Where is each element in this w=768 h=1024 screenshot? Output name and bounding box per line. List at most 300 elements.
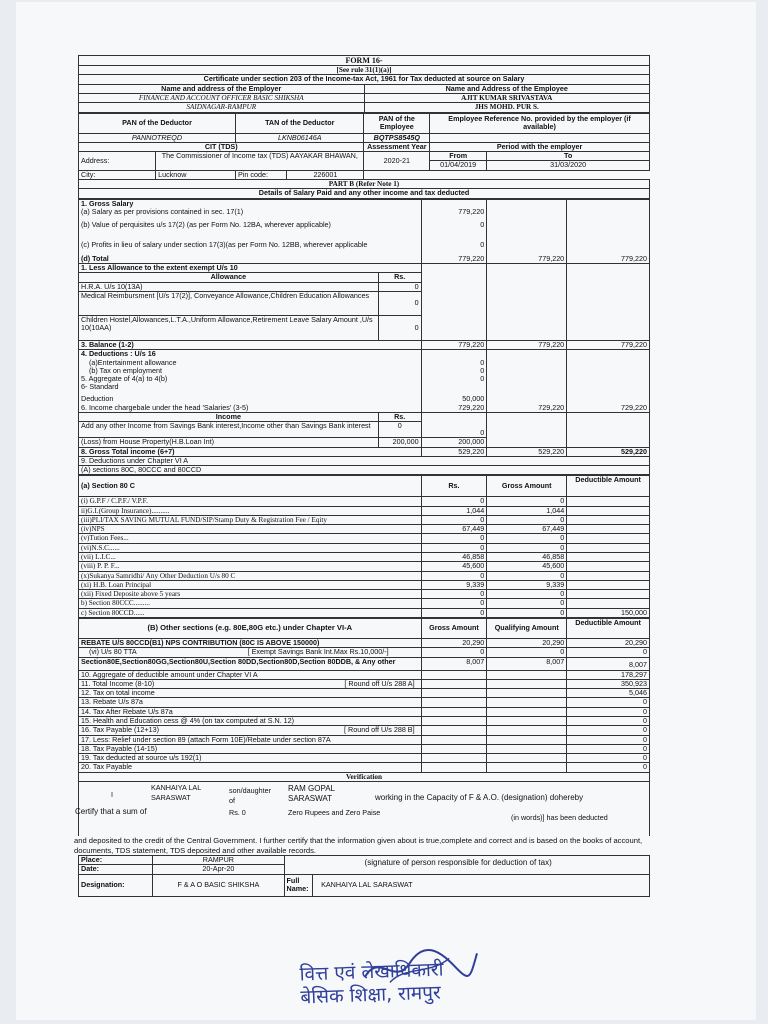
- salary-total-label: (d) Total: [79, 255, 422, 264]
- employee-ref-value: [430, 133, 650, 142]
- salary-table: [78, 199, 650, 476]
- other-gross-header: Gross Amount: [421, 619, 487, 639]
- blank-cell: [487, 241, 567, 255]
- verification-title: Verification: [79, 772, 650, 781]
- tax-row-value: 350,923: [567, 679, 650, 688]
- full-name-label: Full Name:: [284, 874, 313, 896]
- hra-value: 0: [378, 282, 421, 291]
- address-label: Address:: [79, 152, 156, 171]
- aggregate-4-value: 0: [421, 375, 487, 383]
- ay-label: Assessment Year: [364, 142, 430, 151]
- employer-address: SAIDNAGAR-RAMPUR: [79, 103, 365, 112]
- sec80c-rs: 1,044: [421, 506, 487, 515]
- sec80c-label: (xi) H.B. Loan Principal: [79, 580, 422, 589]
- tax-row-value: 178,297: [567, 670, 650, 679]
- blank-cell: [487, 359, 567, 367]
- ay-value: 2020-21: [364, 152, 430, 171]
- tax-row-label: 13. Rebate U/s 87a: [81, 697, 143, 707]
- sec80c-row: [79, 590, 650, 599]
- tax-row-label-cell: [79, 754, 422, 763]
- blank-cell: [487, 221, 567, 241]
- tax-row-label-cell: [79, 698, 422, 707]
- to-date: 31/03/2020: [487, 161, 650, 170]
- blank-cell: [567, 412, 650, 447]
- blank-cell: [487, 670, 567, 679]
- cit-label: CIT (TDS): [79, 142, 364, 151]
- tax-employment-label: (b) Tax on employment: [79, 367, 422, 375]
- signature-scribble-icon: [359, 943, 480, 991]
- sec80c-rs: 0: [421, 515, 487, 524]
- standard-deduction-value: 50,000: [421, 395, 487, 403]
- partb-subtitle: Details of Salary Paid and any other income and tax deducted: [79, 189, 650, 198]
- pan-deductor-value: PANNOTREQD: [79, 133, 236, 142]
- sec80c-rows: [79, 497, 650, 618]
- employee-name: AJIT KUMAR SRIVASTAVA: [364, 94, 650, 103]
- aggregate-4-label: 5. Aggregate of 4(a) to 4(b): [79, 375, 422, 383]
- sec80c-row: [79, 534, 650, 543]
- blank-cell: [567, 395, 650, 403]
- sec80c-gross: 45,600: [487, 562, 567, 571]
- blank-cell: [430, 170, 650, 179]
- form16-document: [74, 55, 650, 897]
- designation-label: Designation:: [79, 874, 153, 896]
- tax-row-value: 0: [567, 698, 650, 707]
- tax-row-label: 18. Tax Payable (14-15): [81, 744, 158, 753]
- deductions-16-label: 4. Deductions : U/s 16: [79, 350, 422, 359]
- sec80c-row: [79, 515, 650, 524]
- other-sections-table: [78, 618, 650, 782]
- certify-amount: Rs. 0: [229, 807, 246, 817]
- employer-name: FINANCE AND ACCOUNT OFFICER BASIC SHIKSHA: [79, 94, 365, 103]
- chapter-via-label: 9. Deductions under Chapter VI A: [79, 456, 650, 465]
- father-name-1: RAM GOPAL: [288, 783, 335, 793]
- sec80c-ded: 150,000: [567, 608, 650, 617]
- chargeable-1: 729,220: [421, 404, 487, 413]
- city-label: City:: [79, 170, 156, 179]
- official-stamp: [299, 957, 500, 1010]
- verification-block: [75, 782, 650, 836]
- sec80c-gross: 0: [487, 599, 567, 608]
- blank-cell: [421, 689, 487, 698]
- gross-total-3: 529,220: [567, 447, 650, 456]
- tax-row: [79, 707, 650, 716]
- balance-2: 779,220: [487, 340, 567, 349]
- children-value: 0: [378, 315, 421, 340]
- sec80c-row: [79, 506, 650, 515]
- in-words-label: (in words)] has been deducted: [511, 812, 608, 822]
- entertainment-label: (a)Entertainment allowance: [79, 359, 422, 367]
- sec80c-gross: 0: [487, 515, 567, 524]
- blank-cell: [421, 383, 487, 395]
- chargeable-3: 729,220: [567, 404, 650, 413]
- blank-cell: [487, 412, 567, 447]
- sec80c-ded: [567, 599, 650, 608]
- blank-cell: [487, 199, 567, 208]
- blank-cell: [487, 350, 567, 359]
- sec80c-row: [79, 608, 650, 617]
- gross-total-1: 529,220: [421, 447, 487, 456]
- sec80c-row: [79, 543, 650, 552]
- income-header: Income: [79, 412, 379, 421]
- tax-row: [79, 689, 650, 698]
- sec80c-ded: [567, 562, 650, 571]
- medical-value: 0: [378, 291, 421, 315]
- to-label: To: [487, 152, 650, 161]
- blank-cell: [567, 383, 650, 395]
- tax-row-value: 0: [567, 744, 650, 753]
- cit-address: The Commissioner of Income tax (TDS) AAYAKAR BHAWAN,: [156, 152, 364, 171]
- blank-cell: [421, 679, 487, 688]
- rebate-80ccd-ded: 20,290: [567, 639, 650, 648]
- tax-row-label: 11. Total Income (8-10): [81, 679, 155, 688]
- tan-label: TAN of the Deductor: [236, 113, 364, 133]
- tax-row-value: 0: [567, 707, 650, 716]
- sec80c-gross: 0: [487, 608, 567, 617]
- tta-note: [ Exempt Savings Bank Int.Max Rs.10,000/-]: [247, 647, 389, 657]
- amount-in-words: Zero Rupees and Zero Paise: [288, 807, 381, 817]
- tta-label: (vi) U/s 80 TTA: [89, 647, 137, 657]
- gross-total-label: 8. Gross Total income (6+7): [79, 447, 422, 456]
- rebate-80ccd-label: REBATE U/S 80CCD(B1) NPS CONTRIBUTION (80C IS ABOVE 150000): [79, 639, 422, 648]
- tax-employment-value: 0: [421, 367, 487, 375]
- rs-header: Rs.: [378, 273, 421, 282]
- chargeable-2: 729,220: [487, 404, 567, 413]
- blank-cell: [487, 208, 567, 221]
- section80e-gross: 8,007: [421, 657, 487, 670]
- date-value: 20-Apr-20: [153, 865, 284, 874]
- tax-row-label: 16. Tax Payable (12+13): [81, 725, 159, 735]
- tax-row: [79, 716, 650, 725]
- tax-row: [79, 744, 650, 753]
- allowance-header: Allowance: [79, 273, 379, 282]
- tta-qual: 0: [487, 648, 567, 657]
- other-income-value: 0: [378, 422, 421, 438]
- tax-row-label: 17. Less: Relief under section 89 (attach Form 10E)/Rebate under section 87A: [81, 735, 331, 744]
- verifier-name-1: KANHAIYA LAL: [151, 782, 202, 792]
- employer-label: Name and address of the Employer: [79, 84, 365, 93]
- place-label: Place:: [79, 855, 153, 864]
- blank-cell: [487, 754, 567, 763]
- blank-cell: [567, 367, 650, 375]
- blank-cell: [567, 199, 650, 208]
- sec80c-gross: 1,044: [487, 506, 567, 515]
- hra-label: H.R.A. U/s 10(13A): [79, 282, 379, 291]
- other-income-label: Add any other Income from Savings Bank interest,Income other than Savings Bank interest: [79, 422, 379, 438]
- verifier-name-2: SARASWAT: [151, 792, 191, 802]
- tax-row: [79, 679, 650, 688]
- blank-cell: [567, 221, 650, 241]
- pin-label: Pin code:: [236, 170, 287, 179]
- salary-total-1: 779,220: [421, 255, 487, 264]
- sec80c-label: (vi)N.S.C......: [79, 543, 422, 552]
- blank-cell: [567, 375, 650, 383]
- tax-row-label-cell: [79, 679, 422, 688]
- sec80c-gross: 0: [487, 497, 567, 506]
- tax-row-value: 0: [567, 754, 650, 763]
- rebate-80ccd-gross: 20,290: [421, 639, 487, 648]
- allowance-exempt-label: 1. Less Allowance to the extent exempt U/s 10: [79, 264, 422, 273]
- sec80c-rs: 0: [421, 599, 487, 608]
- sec80c-head: (a) Section 80 C: [79, 476, 422, 497]
- sec80c-rs: 0: [421, 497, 487, 506]
- sec80c-row: [79, 571, 650, 580]
- blank-cell: [421, 199, 487, 208]
- house-property-total: 200,000: [421, 438, 487, 447]
- salary-b-label: (b) Value of perquisites u/s 17(2) (as per Form No. 12BA, wherever applicable): [79, 221, 422, 241]
- sec80c-ded: [567, 497, 650, 506]
- tan-value: LKNB06146A: [236, 133, 364, 142]
- tax-row-label-cell: [79, 735, 422, 744]
- tax-row-label-cell: [79, 763, 422, 772]
- tax-row-label: 12. Tax on total income: [81, 688, 155, 698]
- sec80c-label: (xii) Fixed Deposite above 5 years: [79, 590, 422, 599]
- sec80c-rs: 9,339: [421, 580, 487, 589]
- tax-row-label-cell: [79, 689, 422, 698]
- salary-c-value: 0: [421, 241, 487, 255]
- tax-row: [79, 726, 650, 735]
- blank-cell: [421, 350, 487, 359]
- tax-row-note: [ Round off U/s 288 A]: [344, 679, 415, 688]
- tax-row-label: 10. Aggregate of deductible amount under Chapter VI A: [81, 670, 258, 679]
- certify-text: Certify that a sum of: [75, 806, 147, 816]
- salary-b-value: 0: [421, 221, 487, 241]
- blank-cell: [421, 763, 487, 772]
- tax-row-value: 0: [567, 726, 650, 735]
- blank-cell: [487, 698, 567, 707]
- blank-cell: [487, 367, 567, 375]
- sec80c-ded: [567, 590, 650, 599]
- stamp-line-1: वित्त एवं लेखाधिकारी: [299, 958, 444, 986]
- standard-label: 6- Standard: [79, 383, 422, 395]
- verification-i: I: [111, 789, 113, 799]
- sec80c-row: [79, 525, 650, 534]
- sec80c-rs-header: Rs.: [421, 476, 487, 497]
- sec80c-rs: 0: [421, 608, 487, 617]
- sec80c-row: [79, 580, 650, 589]
- rebate-80ccd-qual: 20,290: [487, 639, 567, 648]
- certificate-title: Certificate under section 203 of the Income-tax Act, 1961 for Tax deducted at source on Salary: [79, 75, 650, 84]
- chapter-via-a-label: (A) sections 80C, 80CCC and 80CCD: [79, 466, 650, 475]
- tax-row-label: 15. Health and Education cess @ 4% (on tax computed at S.N. 12): [81, 716, 295, 725]
- tax-row: [79, 670, 650, 679]
- blank-cell: [487, 726, 567, 735]
- gross-salary-label: 1. Gross Salary: [79, 199, 422, 208]
- section80e-ded: 8,007: [567, 657, 650, 670]
- blank-cell: [421, 754, 487, 763]
- designation-value: F & A O BASIC SHIKSHA: [153, 874, 284, 896]
- tax-row: [79, 735, 650, 744]
- sec80c-gross: 67,449: [487, 525, 567, 534]
- sec80c-gross: 0: [487, 590, 567, 599]
- pan-employee-label: PAN of the Employee: [364, 113, 430, 133]
- salary-c-label: (c) Profits in lieu of salary under section 17(3)(as per Form No. 12BB, wherever applicable: [79, 241, 422, 255]
- sec80c-gross-header: Gross Amount: [487, 476, 567, 497]
- blank-cell: [487, 689, 567, 698]
- house-property-label: (Loss) from House Property(H.B.Loan Int): [79, 438, 379, 447]
- of-label: of: [229, 795, 235, 805]
- blank-cell: [421, 264, 487, 341]
- sec80c-ded: [567, 534, 650, 543]
- sec80c-row: [79, 553, 650, 562]
- sec80c-table: [78, 475, 650, 618]
- other-qual-header: Qualifying Amount: [487, 619, 567, 639]
- blank-cell: [364, 170, 430, 179]
- sec80c-label: b) Section 80CCC.........: [79, 599, 422, 608]
- sec80c-label: ii)G.I.(Group Insurance)..........: [79, 506, 422, 515]
- pin-value: 226001: [287, 170, 364, 179]
- sec80c-ded-header: Deductible Amount: [567, 476, 650, 497]
- sec80c-ded: [567, 571, 650, 580]
- form-title: FORM 16-: [79, 56, 650, 66]
- tax-row-label-cell: [79, 726, 422, 735]
- blank-cell: [487, 395, 567, 403]
- sec80c-ded: [567, 543, 650, 552]
- blank-cell: [567, 350, 650, 359]
- date-label: Date:: [79, 865, 153, 874]
- balance-3: 779,220: [567, 340, 650, 349]
- sec80c-row: [79, 599, 650, 608]
- employee-ref-label: Employee Reference No. provided by the employer (if available): [430, 113, 650, 133]
- blank-cell: [421, 670, 487, 679]
- blank-cell: [421, 744, 487, 753]
- sec80c-rs: 46,858: [421, 553, 487, 562]
- blank-cell: [487, 716, 567, 725]
- salary-total-3: 779,220: [567, 255, 650, 264]
- blank-cell: [421, 698, 487, 707]
- blank-cell: [487, 383, 567, 395]
- blank-cell: [567, 208, 650, 221]
- sec80c-label: (iii)PLI/TAX SAVING MUTUAL FUND/SIP/Stamp Duty & Registration Fee / Eqity: [79, 515, 422, 524]
- tax-row: [79, 698, 650, 707]
- tax-row-note: [ Round off U/s 288 B]: [344, 725, 415, 735]
- city-value: Lucknow: [156, 170, 236, 179]
- blank-cell: [567, 264, 650, 341]
- blank-cell: [487, 744, 567, 753]
- pan-deductor-label: PAN of the Deductor: [79, 113, 236, 133]
- tax-row: [79, 763, 650, 772]
- blank-cell: [487, 264, 567, 341]
- other-ded-header: Deductible Amount: [567, 619, 650, 639]
- tax-row: [79, 754, 650, 763]
- balance-label: 3. Balance (1-2): [79, 340, 422, 349]
- id-table: [78, 113, 650, 199]
- header-table: [78, 55, 650, 113]
- salary-total-2: 779,220: [487, 255, 567, 264]
- sec80c-ded: [567, 525, 650, 534]
- sec80c-label: c) Section 80CCD......: [79, 608, 422, 617]
- tax-row-label: 20. Tax Payable: [81, 762, 133, 772]
- salary-a-label: (a) Salary as per provisions contained in sec. 17(1): [79, 208, 422, 221]
- signature-table: [78, 855, 650, 897]
- employee-address: JHS MOHD. PUR S.: [364, 103, 650, 112]
- gross-total-2: 529,220: [487, 447, 567, 456]
- blank-cell: [421, 707, 487, 716]
- signature-label: (signature of person responsible for deduction of tax): [284, 855, 649, 874]
- sec80c-gross: 9,339: [487, 580, 567, 589]
- sec80c-ded: [567, 506, 650, 515]
- tax-row-label-cell: [79, 716, 422, 725]
- blank-cell: [421, 716, 487, 725]
- pan-employee-value: BQTPS8545Q: [364, 133, 430, 142]
- sec80c-label: (i) G.P.F / C.P.F./ V.P.F.: [79, 497, 422, 506]
- blank-cell: [421, 726, 487, 735]
- sec80c-row: [79, 562, 650, 571]
- sec80c-rs: 67,449: [421, 525, 487, 534]
- father-name-2: SARASWAT: [288, 793, 333, 803]
- children-label: Children Hostel,Allowances,L.T.A.,Uniform Allowance,Retirement Leave Salary Amount ,U/s 10(10AA): [79, 315, 379, 340]
- blank-cell: [487, 763, 567, 772]
- sec80c-ded: [567, 515, 650, 524]
- entertainment-value: 0: [421, 359, 487, 367]
- tax-row-label: 19. Tax deducted at source u/s 192(1): [81, 753, 202, 763]
- deduction-label: Deduction: [79, 395, 422, 403]
- sec80c-rs: 0: [421, 590, 487, 599]
- other-sections-head: (B) Other sections (e.g. 80E,80G etc.) under Chapter VI-A: [79, 619, 422, 639]
- rule-ref: [See rule 31(1)(a)]: [79, 66, 650, 75]
- certification-paragraph: and deposited to the credit of the Central Government. I further certify that the information given about is true,complete and correct and is based on the books of account, documents, TDS statement, TDS deposited and other available records.: [74, 835, 643, 855]
- tax-row-value: 0: [567, 735, 650, 744]
- partb-title: PART B (Refer Note 1): [79, 180, 650, 189]
- sec80c-rs: 45,600: [421, 562, 487, 571]
- tta-ded: 0: [567, 648, 650, 657]
- tax-row-value: 0: [567, 763, 650, 772]
- house-property-value: 200,000: [378, 438, 421, 447]
- sec80c-row: [79, 497, 650, 506]
- son-daughter-label: son/daughter: [229, 785, 271, 795]
- blank-cell: [421, 735, 487, 744]
- tta-gross: 0: [421, 648, 487, 657]
- tax-row-value: 0: [567, 716, 650, 725]
- blank-cell: [487, 375, 567, 383]
- sec80c-label: (viii) P. P. F...: [79, 562, 422, 571]
- sec80c-gross: 0: [487, 534, 567, 543]
- sec80c-label: (x)Sukanya Samridhi/ Any Other Deduction U/s 80 C: [79, 571, 422, 580]
- sec80c-rs: 0: [421, 571, 487, 580]
- capacity-text: working in the Capacity of F & A.O. (designation) dohereby: [375, 792, 584, 802]
- sec80c-gross: 0: [487, 543, 567, 552]
- sec80c-rs: 0: [421, 543, 487, 552]
- place-value: RAMPUR: [153, 855, 284, 864]
- from-label: From: [430, 152, 487, 161]
- from-date: 01/04/2019: [430, 161, 487, 170]
- employee-label: Name and Address of the Employee: [364, 84, 650, 93]
- sec80c-ded: [567, 553, 650, 562]
- other-income-total: 0: [421, 412, 487, 437]
- tax-row-value: 5,046: [567, 689, 650, 698]
- sec80c-gross: 0: [487, 571, 567, 580]
- balance-1: 779,220: [421, 340, 487, 349]
- stamp-line-2: बेसिक शिक्षा, रामपुर: [300, 981, 442, 1009]
- tax-row-label-cell: [79, 707, 422, 716]
- blank-cell: [487, 679, 567, 688]
- salary-a-value: 779,220: [421, 208, 487, 221]
- sec80c-rs: 0: [421, 534, 487, 543]
- sec80c-ded: [567, 580, 650, 589]
- full-name-value: KANHAIYA LAL SARASWAT: [313, 874, 650, 896]
- sec80c-label: (iv)NPS: [79, 525, 422, 534]
- sec80c-label: (vii) L.I.C...: [79, 553, 422, 562]
- tax-row-label-cell: [79, 744, 422, 753]
- sec80c-gross: 46,858: [487, 553, 567, 562]
- medical-label: Medical Reimbursment [U/s 17(2)], Conveyance Allowance,Children Education Allowances: [79, 291, 379, 315]
- blank-cell: [567, 241, 650, 255]
- section80e-label: Section80E,Section80GG,Section80U,Section 80DD,Section80D,Section 80DDB, & Any other: [79, 657, 422, 670]
- section80e-qual: 8,007: [487, 657, 567, 670]
- tax-row-label-cell: [79, 670, 422, 679]
- period-label: Period with the employer: [430, 142, 650, 151]
- tax-computation-rows: [79, 670, 650, 772]
- rs-header: Rs.: [378, 412, 421, 421]
